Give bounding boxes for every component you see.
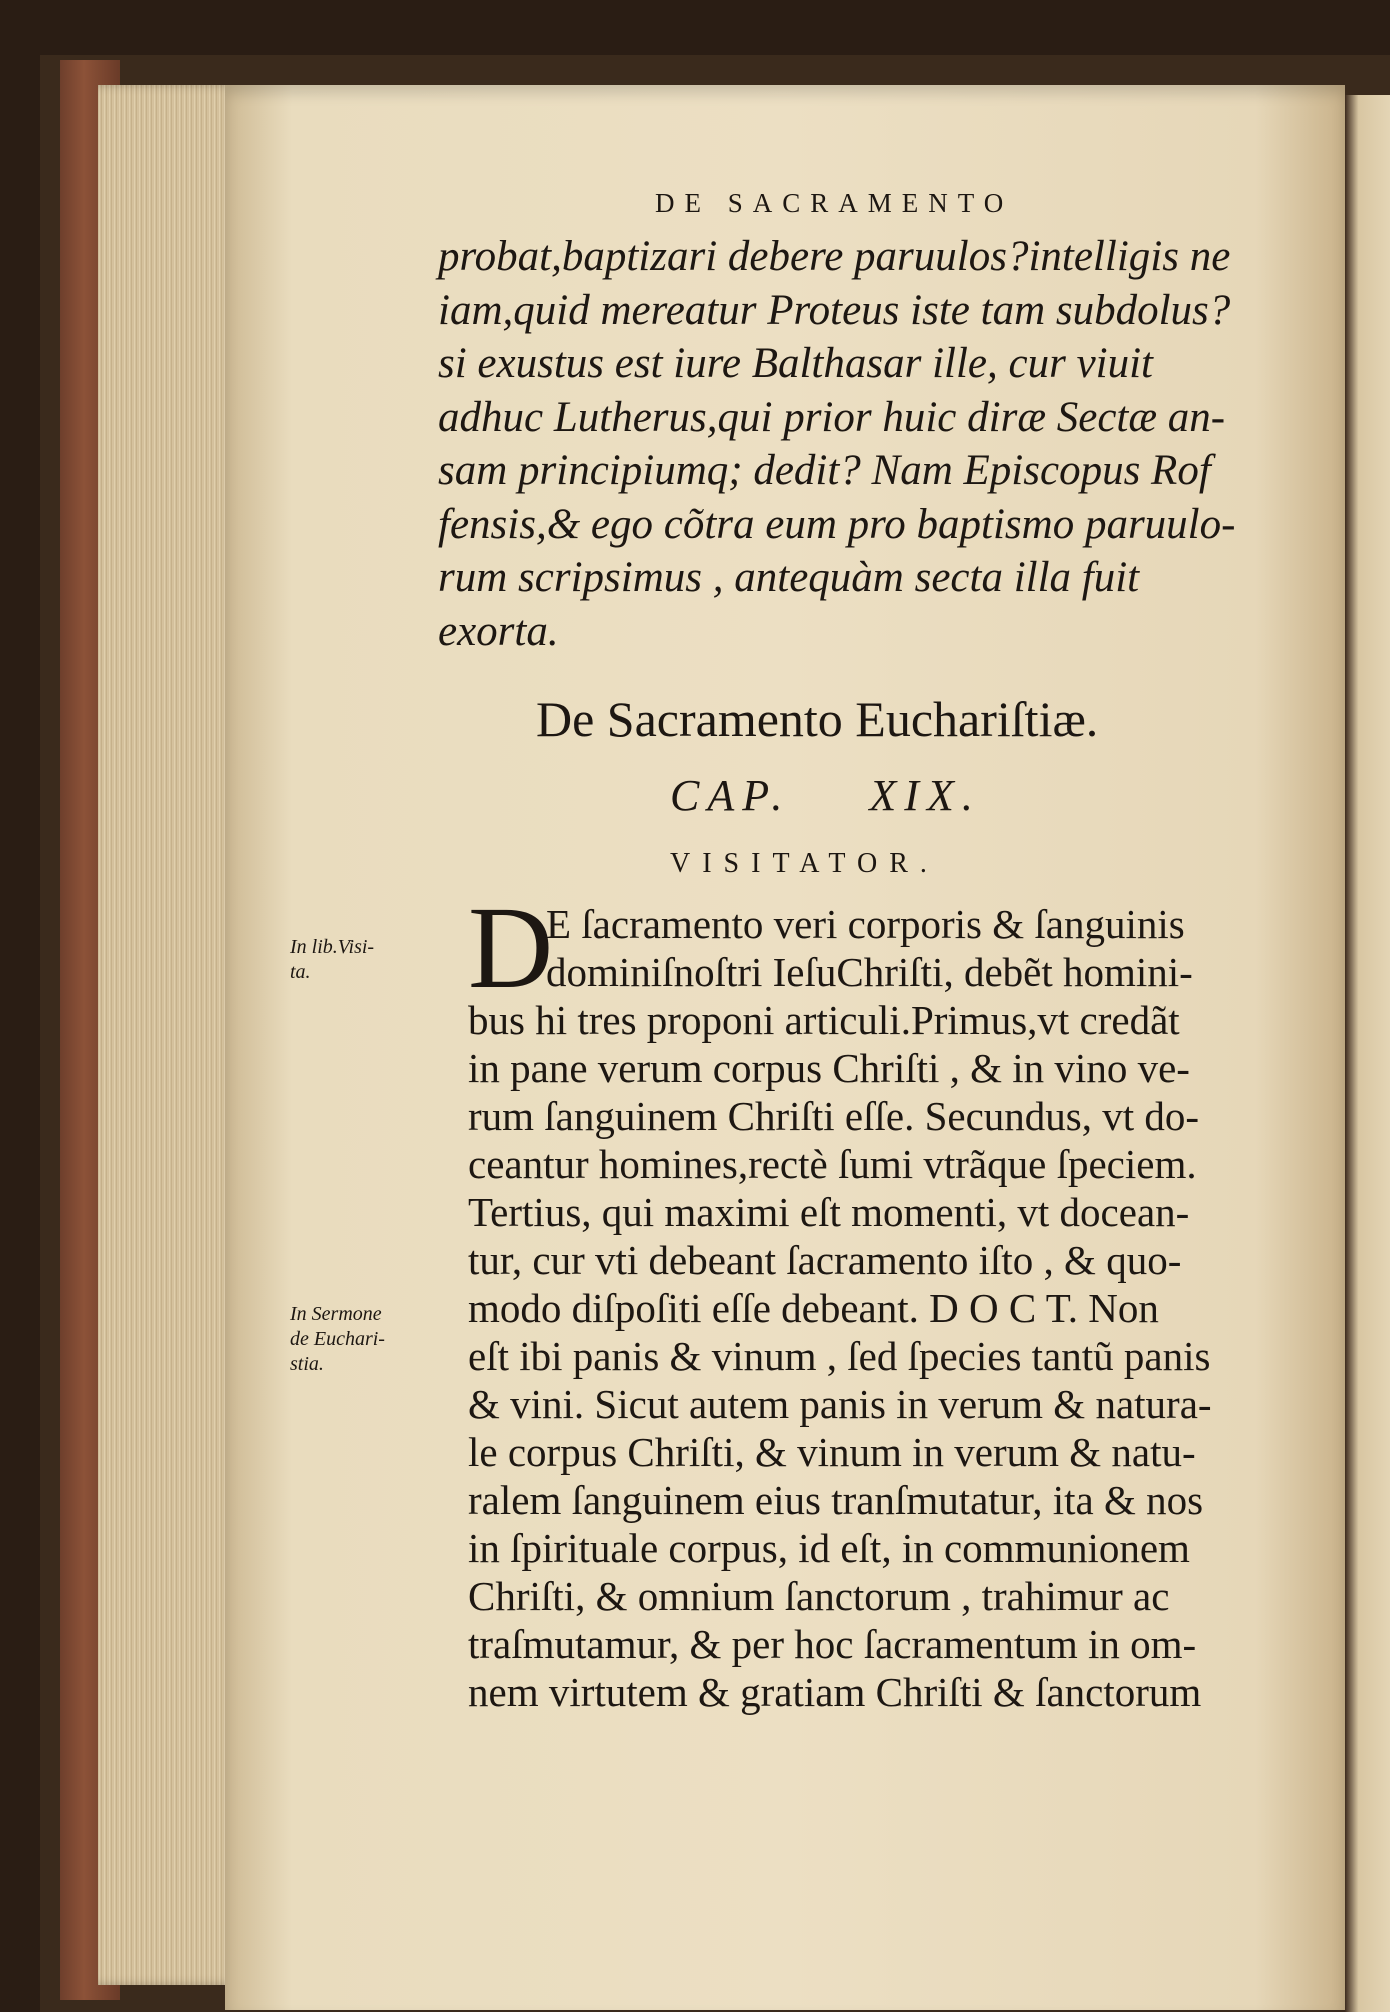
- body-paragraph: [468, 882, 1288, 1716]
- body-line: tur, cur vti debeant ſacramento iſto , & quo-: [468, 1237, 1182, 1283]
- body-line: ceantur homines,rectè ſumi vtrãque ſpeciem.: [468, 1141, 1197, 1187]
- italic-line: fensis,& ego cõtra eum pro baptismo paruulo-: [438, 500, 1236, 548]
- margin-note-sermon: [290, 1302, 385, 1377]
- margin-note-line: stia.: [290, 1353, 324, 1375]
- body-line: & vini. Sicut autem panis in verum & natura-: [468, 1381, 1212, 1427]
- page-stack: [98, 85, 238, 1985]
- body-line: rum ſanguinem Chriſti eſſe. Secundus, vt do-: [468, 1093, 1200, 1139]
- body-line: in pane verum corpus Chriſti , & in vino ve-: [468, 1045, 1190, 1091]
- body-line: E ſacramento veri corporis & ſanguinis: [546, 901, 1185, 947]
- italic-line: si exustus est iure Balthasar ille, cur viuit: [438, 340, 1154, 387]
- chapter-number: CAP. XIX.: [670, 771, 981, 820]
- body-line: bus hi tres proponi articuli.Primus,vt credãt: [468, 997, 1180, 1043]
- facing-page-edge: [1345, 95, 1390, 2012]
- italic-line: sam principiumq; dedit? Nam Episcopus Rof: [438, 447, 1211, 494]
- margin-note-line: In lib.Visi-: [290, 936, 375, 958]
- italic-paragraph: [438, 230, 1278, 658]
- italic-line: probat,baptizari debere paruulos?intelligis ne: [438, 233, 1231, 280]
- body-line: Tertius, qui maximi eſt momenti, vt docean-: [468, 1189, 1190, 1235]
- body-line: Chriſti, & omnium ſanctorum , trahimur ac: [468, 1573, 1170, 1619]
- margin-note-line: ta.: [290, 961, 311, 983]
- body-line: traſmutamur, & per hoc ſacramentum in om-: [468, 1621, 1197, 1667]
- speaker-label: VISITATOR.: [670, 848, 939, 879]
- body-line: ralem ſanguinem eius tranſmutatur, ita & nos: [468, 1477, 1204, 1523]
- margin-note-visitation: [290, 935, 374, 985]
- drop-cap: D: [468, 882, 554, 1013]
- italic-line: adhuc Lutherus,qui prior huic diræ Sectæ an-: [438, 393, 1226, 441]
- body-line: dominiſnoſtri IeſuChriſti, debẽt homini-: [546, 949, 1193, 995]
- body-line: eſt ibi panis & vinum , ſed ſpecies tantũ panis: [468, 1333, 1211, 1379]
- margin-note-line: In Sermone: [290, 1303, 382, 1325]
- italic-line: rum scripsimus , antequàm secta illa fuit: [438, 554, 1140, 601]
- running-head: DE SACRAMENTO: [655, 188, 1014, 218]
- italic-line: iam,quid mereatur Proteus iste tam subdolus?: [438, 286, 1231, 334]
- body-line: in ſpirituale corpus, id eſt, in communionem: [468, 1525, 1190, 1571]
- margin-note-line: de Euchari-: [290, 1328, 385, 1350]
- chapter-title: De Sacramento Euchariſtiæ.: [536, 691, 1099, 747]
- body-line: nem virtutem & gratiam Chriſti & ſanctorum: [468, 1669, 1202, 1715]
- body-line: le corpus Chriſti, & vinum in verum & natu-: [468, 1429, 1196, 1475]
- italic-line: exorta.: [438, 607, 559, 655]
- body-line: modo diſpoſiti eſſe debeant. D O C T. Non: [468, 1285, 1159, 1331]
